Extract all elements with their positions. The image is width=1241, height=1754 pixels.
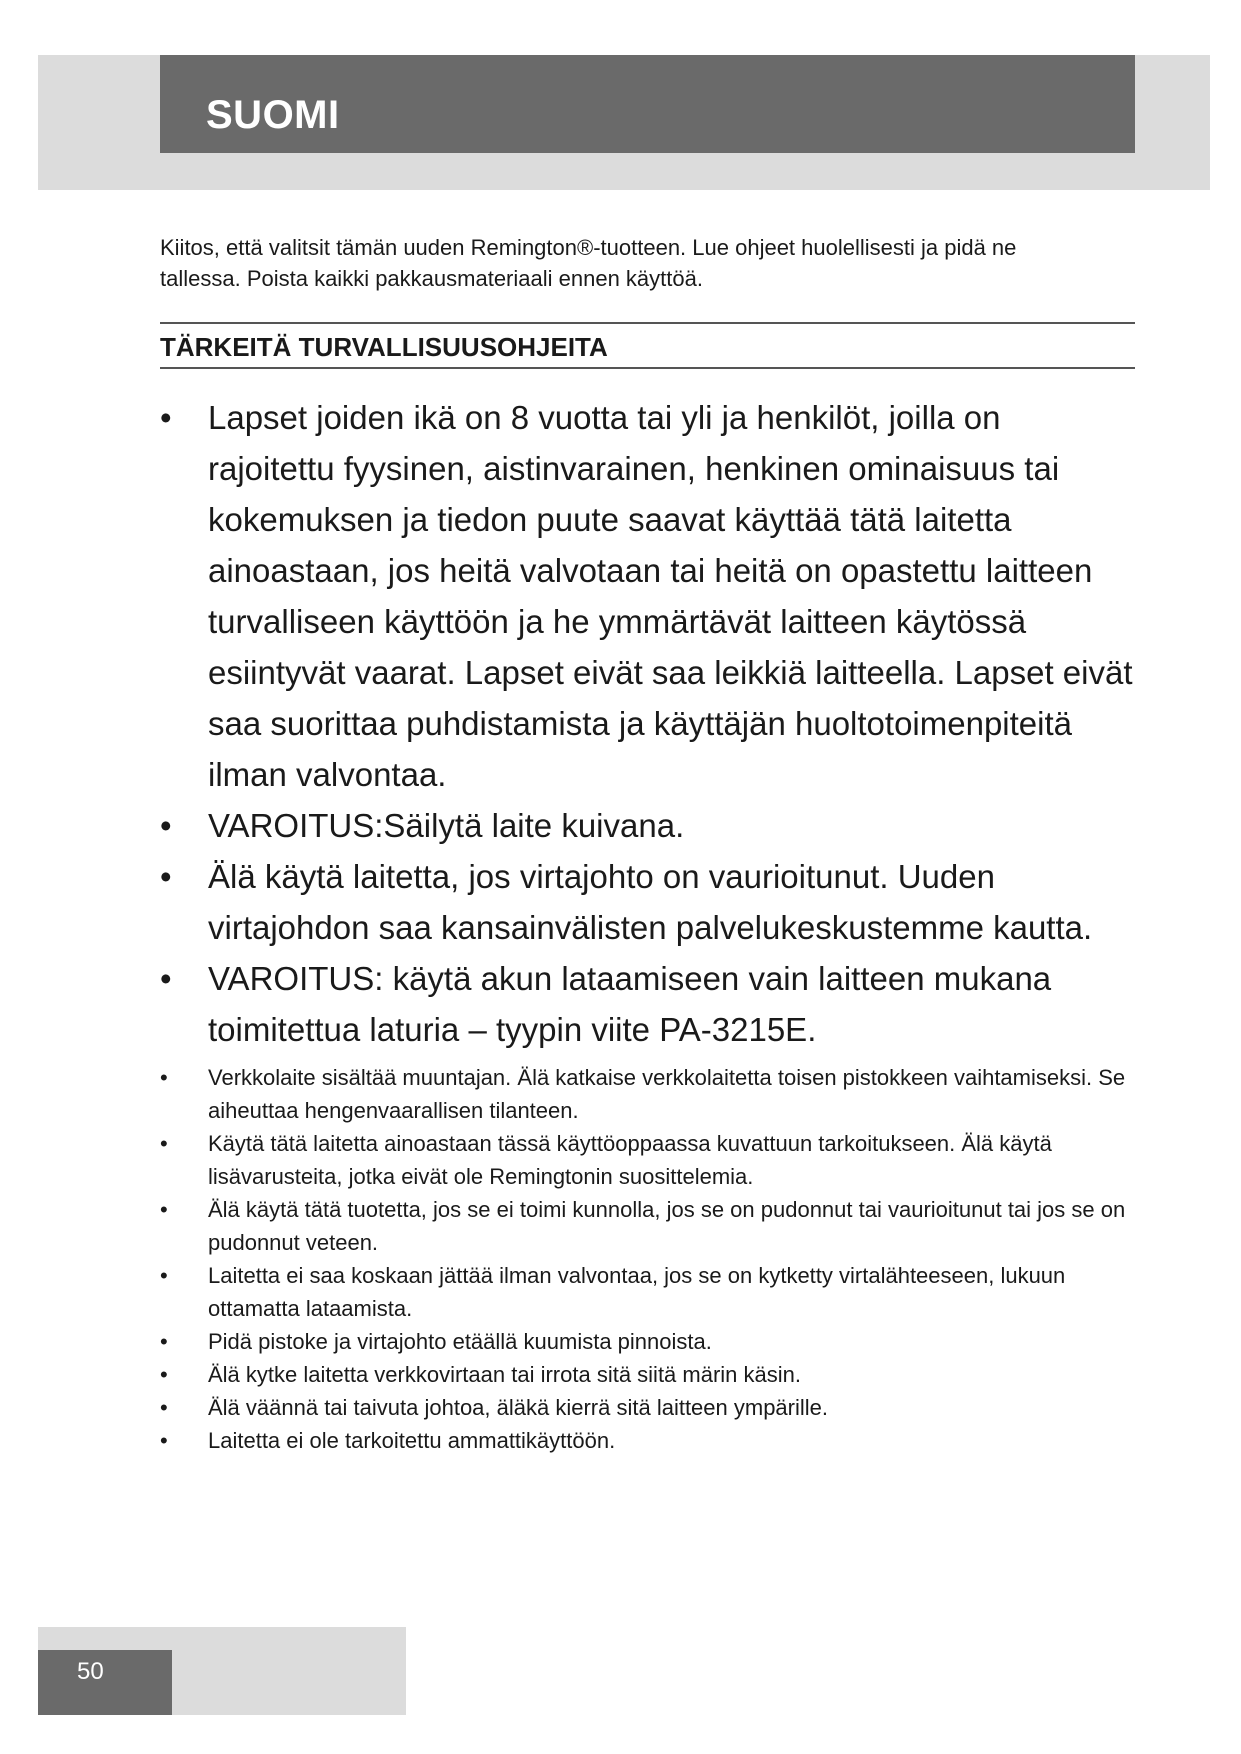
list-item-text: Laitetta ei saa koskaan jättää ilman valvontaa, jos se on kytketty virtalähteeseen, lukuun ottamatta lataamista.	[208, 1263, 1066, 1321]
list-item	[160, 1358, 1135, 1391]
bullet-icon: •	[160, 960, 172, 997]
section-rule-bottom	[160, 367, 1135, 369]
list-item-text: Älä käytä tätä tuotetta, jos se ei toimi kunnolla, jos se on pudonnut tai vaurioitunut tai jos se on pudonnut veteen.	[208, 1197, 1126, 1255]
list-item	[160, 953, 1135, 1055]
bullet-icon: •	[160, 1131, 168, 1156]
list-item	[160, 1127, 1135, 1193]
list-item-text: VAROITUS: käytä akun lataamiseen vain laitteen mukana toimitettua laturia – tyypin viite PA-3215E.	[208, 960, 1052, 1048]
list-item-text: Älä kytke laitetta verkkovirtaan tai irrota sitä siitä märin käsin.	[208, 1362, 802, 1387]
list-item	[160, 851, 1135, 953]
bullet-icon: •	[160, 399, 172, 436]
list-item	[160, 392, 1135, 800]
list-item	[160, 1325, 1135, 1358]
list-item	[160, 1424, 1135, 1457]
bullet-icon: •	[160, 858, 172, 895]
bullet-icon: •	[160, 1428, 168, 1453]
safety-list	[160, 392, 1135, 1457]
list-item	[160, 1193, 1135, 1259]
intro-paragraph: Kiitos, että valitsit tämän uuden Remington®-tuotteen. Lue ohjeet huolellisesti ja pidä ne tallessa. Poista kaikki pakkausmateriaali ennen käyttöä.	[160, 235, 1017, 291]
list-item-text: Lapset joiden ikä on 8 vuotta tai yli ja henkilöt, joilla on rajoitettu fyysinen, aistinvarainen, henkinen ominaisuus tai kokemuksen ja tiedon puute saavat käyttää tätä laitetta ainoastaan, jos heitä valvotaan tai heitä on opastettu laitteen turvalliseen käyttöön ja he ymmärtävät laitteen käytössä esiintyvät vaarat. Lapset eivät saa leikkiä laitteella. Lapset eivät saa suorittaa puhdistamista ja käyttäjän huoltotoimenpiteitä ilman valvontaa.	[208, 399, 1133, 793]
bullet-icon: •	[160, 1197, 168, 1222]
bullet-icon: •	[160, 1395, 168, 1420]
list-item	[160, 1259, 1135, 1325]
list-item	[160, 800, 1135, 851]
section-heading: TÄRKEITÄ TURVALLISUUSOHJEITA	[160, 332, 608, 362]
section-rule-top	[160, 322, 1135, 324]
bullet-icon: •	[160, 807, 172, 844]
page-title: SUOMI	[206, 93, 340, 137]
bullet-icon: •	[160, 1362, 168, 1387]
list-item	[160, 1391, 1135, 1424]
list-item-text: Älä väännä tai taivuta johtoa, äläkä kierrä sitä laitteen ympärille.	[208, 1395, 829, 1420]
page-number: 50	[77, 1658, 104, 1685]
bullet-icon: •	[160, 1329, 168, 1354]
list-item-text: VAROITUS:Säilytä laite kuivana.	[208, 807, 685, 844]
footer-tab	[38, 1650, 172, 1715]
list-item-text: Verkkolaite sisältää muuntajan. Älä katkaise verkkolaitetta toisen pistokkeen vaihtamiseksi. Se aiheuttaa hengenvaarallisen tilanteen.	[208, 1065, 1126, 1123]
list-item-text: Älä käytä laitetta, jos virtajohto on vaurioitunut. Uuden virtajohdon saa kansainvälisten palvelukeskustemme kautta.	[208, 858, 1093, 946]
list-item-text: Käytä tätä laitetta ainoastaan tässä käyttöoppaassa kuvattuun tarkoitukseen. Älä käytä lisävarusteita, jotka eivät ole Remingtonin suosittelemia.	[208, 1131, 1052, 1189]
list-item-text: Laitetta ei ole tarkoitettu ammattikäyttöön.	[208, 1428, 616, 1453]
bullet-icon: •	[160, 1263, 168, 1288]
list-item	[160, 1061, 1135, 1127]
list-item-text: Pidä pistoke ja virtajohto etäällä kuumista pinnoista.	[208, 1329, 712, 1354]
bullet-icon: •	[160, 1065, 168, 1090]
